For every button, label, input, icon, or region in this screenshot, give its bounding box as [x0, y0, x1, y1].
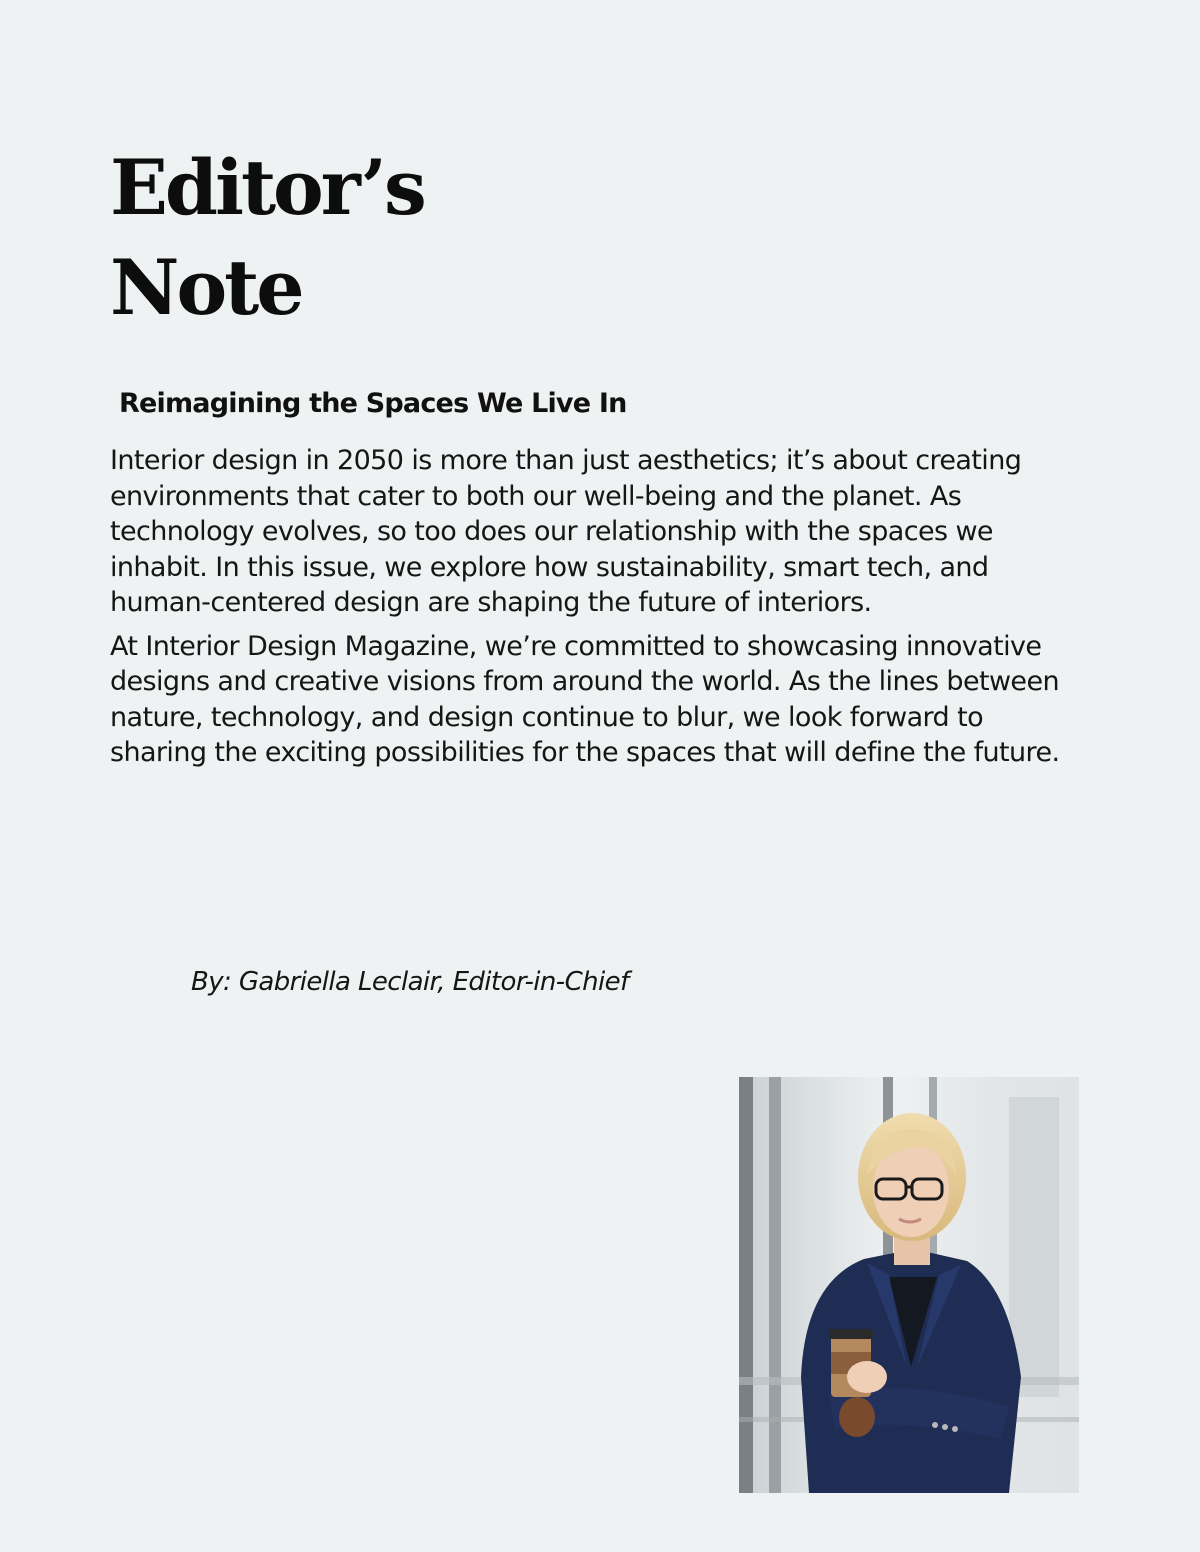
page-title-line-1: Editor’s — [110, 143, 424, 232]
editor-portrait-photo — [739, 1077, 1079, 1493]
author-byline: By: Gabriella Leclair, Editor-in-Chief — [191, 967, 629, 997]
paragraph-1: Interior design in 2050 is more than just aesthetics; it’s about creating environments that cater to both our well-being and the planet. As technology evolves, so too does our relationship with the spaces we inhabit. In this issue, we explore how sustainability, smart tech, and human-centered design are shaping the future of interiors. — [110, 445, 1022, 618]
article-body — [110, 443, 1070, 779]
page-title — [110, 138, 424, 338]
page-title-line-2: Note — [110, 243, 302, 332]
paragraph-2: At Interior Design Magazine, we’re committed to showcasing innovative designs and creative visions from around the world. As the lines between nature, technology, and design continue to blur, we look forward to sharing the exciting possibilities for the spaces that will define the future. — [110, 630, 1060, 768]
article-subtitle: Reimagining the Spaces We Live In — [119, 388, 627, 419]
